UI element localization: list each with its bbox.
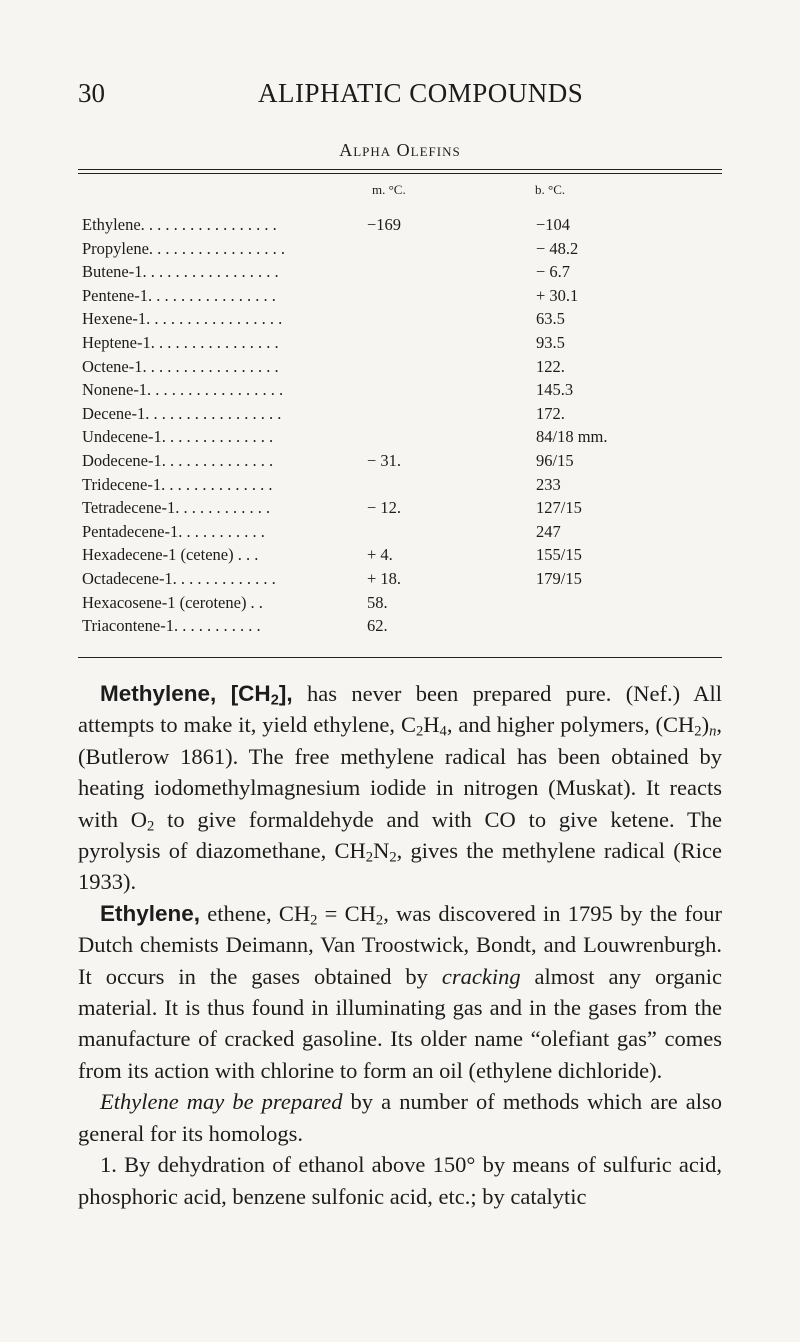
compound-name: Undecene-1. . . . . . . . . . . . . . — [82, 427, 274, 447]
column-header-melting-point: m. °C. — [372, 182, 406, 197]
paragraph-method-1: 1. By dehydration of ethanol above 150° by means of sulfuric acid, phosphoric acid, benzene sulfonic acid, etc.; by catalytic — [78, 1152, 722, 1209]
compound-name: Pentadecene-1. . . . . . . . . . . — [82, 521, 265, 541]
body-text — [78, 678, 722, 1212]
paragraph-preparation: Ethylene may be prepared by a number of methods which are also general for its homologs. — [78, 1089, 722, 1146]
boiling-point: 122. — [536, 356, 565, 376]
compound-name: Hexadecene-1 (cetene) . . . — [82, 545, 259, 565]
compound-name: Pentene-1. . . . . . . . . . . . . . . . — [82, 285, 276, 305]
melting-point: − 12. — [367, 498, 402, 518]
table-title: Alpha Olefins — [339, 140, 461, 160]
boiling-point: − 6.7 — [536, 262, 571, 282]
running-head: ALIPHATIC COMPOUNDS — [258, 78, 584, 108]
compound-name: Octene-1. . . . . . . . . . . . . . . . . — [82, 356, 279, 376]
paragraph-ethylene: Ethylene, ethene, $CH_2 = CH_2$, was discovered in 1795 by the four Dutch chemists Deimann, Van Troostwick, Bondt, and Louwrenburgh. It occurs in the gases obtained by cracking almost any organic material. It is thus found in illuminating gas and in the gases from the manufacture of cracked gasoline. Its older name “olefiant gas” comes from its action with chlorine to form an oil (ethylene dichloride). — [78, 900, 723, 1083]
melting-point: + 4. — [367, 545, 393, 565]
table-row — [82, 402, 722, 426]
boiling-point: 155/15 — [536, 545, 582, 565]
melting-point: −169 — [367, 215, 402, 234]
term-ethylene: Ethylene, — [100, 900, 201, 926]
table-row — [82, 520, 722, 544]
melting-point: 62. — [367, 616, 388, 636]
table-row — [82, 307, 722, 331]
term-methylene: Methylene, — [100, 681, 217, 706]
boiling-point: 84/18 mm. — [536, 427, 608, 447]
boiling-point: 96/15 — [536, 450, 574, 470]
boiling-point: 233 — [536, 474, 561, 494]
table-row — [82, 213, 722, 237]
compound-name: Tridecene-1. . . . . . . . . . . . . . — [82, 474, 273, 494]
melting-point: 58. — [367, 592, 388, 612]
boiling-point: − 48.2 — [536, 238, 579, 258]
page-number: 30 — [78, 78, 105, 108]
compound-name: Nonene-1. . . . . . . . . . . . . . . . . — [82, 380, 284, 400]
paragraph-methylene: Methylene, $[CH_2]$, has never been prepared pure. (Nef.) All attempts to make it, yield ethylene, $C_2H_4$, and higher polymers, $(CH_2)_n$, (Butlerow 1861). The free methylene radical has been obtained by heating iodomethylmagnesium iodide in nitrogen (Muskat). It reacts with $O_2$ to give formaldehyde and with CO to give ketene. The pyrolysis of diazomethane, $CH_2N_2$, gives the methylene radical (Rice 1933). — [78, 681, 722, 895]
table-row — [82, 449, 722, 473]
formula-ch2: $[CH_2]$, — [230, 681, 293, 709]
table-row — [82, 473, 722, 497]
page-header — [78, 78, 718, 118]
table-bottom-rule — [78, 657, 722, 658]
boiling-point: 127/15 — [536, 498, 582, 518]
boiling-point: 172. — [536, 403, 565, 423]
compound-name: Tetradecene-1. . . . . . . . . . . . — [82, 498, 271, 518]
compound-name: Butene-1. . . . . . . . . . . . . . . . . — [82, 262, 279, 282]
compound-name: Hexene-1. . . . . . . . . . . . . . . . . — [82, 309, 283, 329]
table-row — [82, 260, 722, 284]
compound-name: Dodecene-1. . . . . . . . . . . . . . — [82, 450, 274, 470]
table-row — [82, 237, 722, 261]
column-header-boiling-point: b. °C. — [535, 182, 566, 197]
italic-cracking: cracking — [441, 963, 521, 989]
boiling-point: 145.3 — [536, 380, 574, 400]
table-row — [82, 543, 722, 567]
boiling-point: + 30.1 — [536, 285, 579, 305]
compound-name: Heptene-1. . . . . . . . . . . . . . . . — [82, 332, 279, 352]
boiling-point: 179/15 — [536, 568, 582, 588]
table-row — [82, 425, 722, 449]
table-row — [82, 614, 722, 638]
table-row — [82, 355, 722, 379]
boiling-point: 93.5 — [536, 332, 565, 352]
table-row — [82, 591, 722, 615]
compound-name: Propylene. . . . . . . . . . . . . . . . . — [82, 238, 286, 258]
italic-heading: Ethylene may be prepared — [100, 1089, 343, 1115]
compound-name: Triacontene-1. . . . . . . . . . . — [82, 616, 261, 636]
boiling-point: 63.5 — [536, 309, 565, 329]
compound-name: Decene-1. . . . . . . . . . . . . . . . . — [82, 403, 282, 423]
table-row — [82, 496, 722, 520]
table-row — [82, 284, 722, 308]
table-top-rule — [78, 169, 722, 170]
table-row — [82, 378, 722, 402]
compound-name: Octadecene-1. . . . . . . . . . . . . — [82, 568, 276, 588]
compound-name: Hexacosene-1 (cerotene) . . — [82, 592, 263, 612]
olefins-table — [82, 213, 722, 638]
melting-point: − 31. — [367, 450, 402, 470]
table-top-rule-double — [78, 173, 722, 174]
table-row — [82, 331, 722, 355]
compound-name: Ethylene. . . . . . . . . . . . . . . . . — [82, 215, 277, 234]
boiling-point: 247 — [536, 521, 561, 541]
table-row — [82, 567, 722, 591]
melting-point: + 18. — [367, 568, 402, 588]
boiling-point: −104 — [536, 215, 571, 234]
